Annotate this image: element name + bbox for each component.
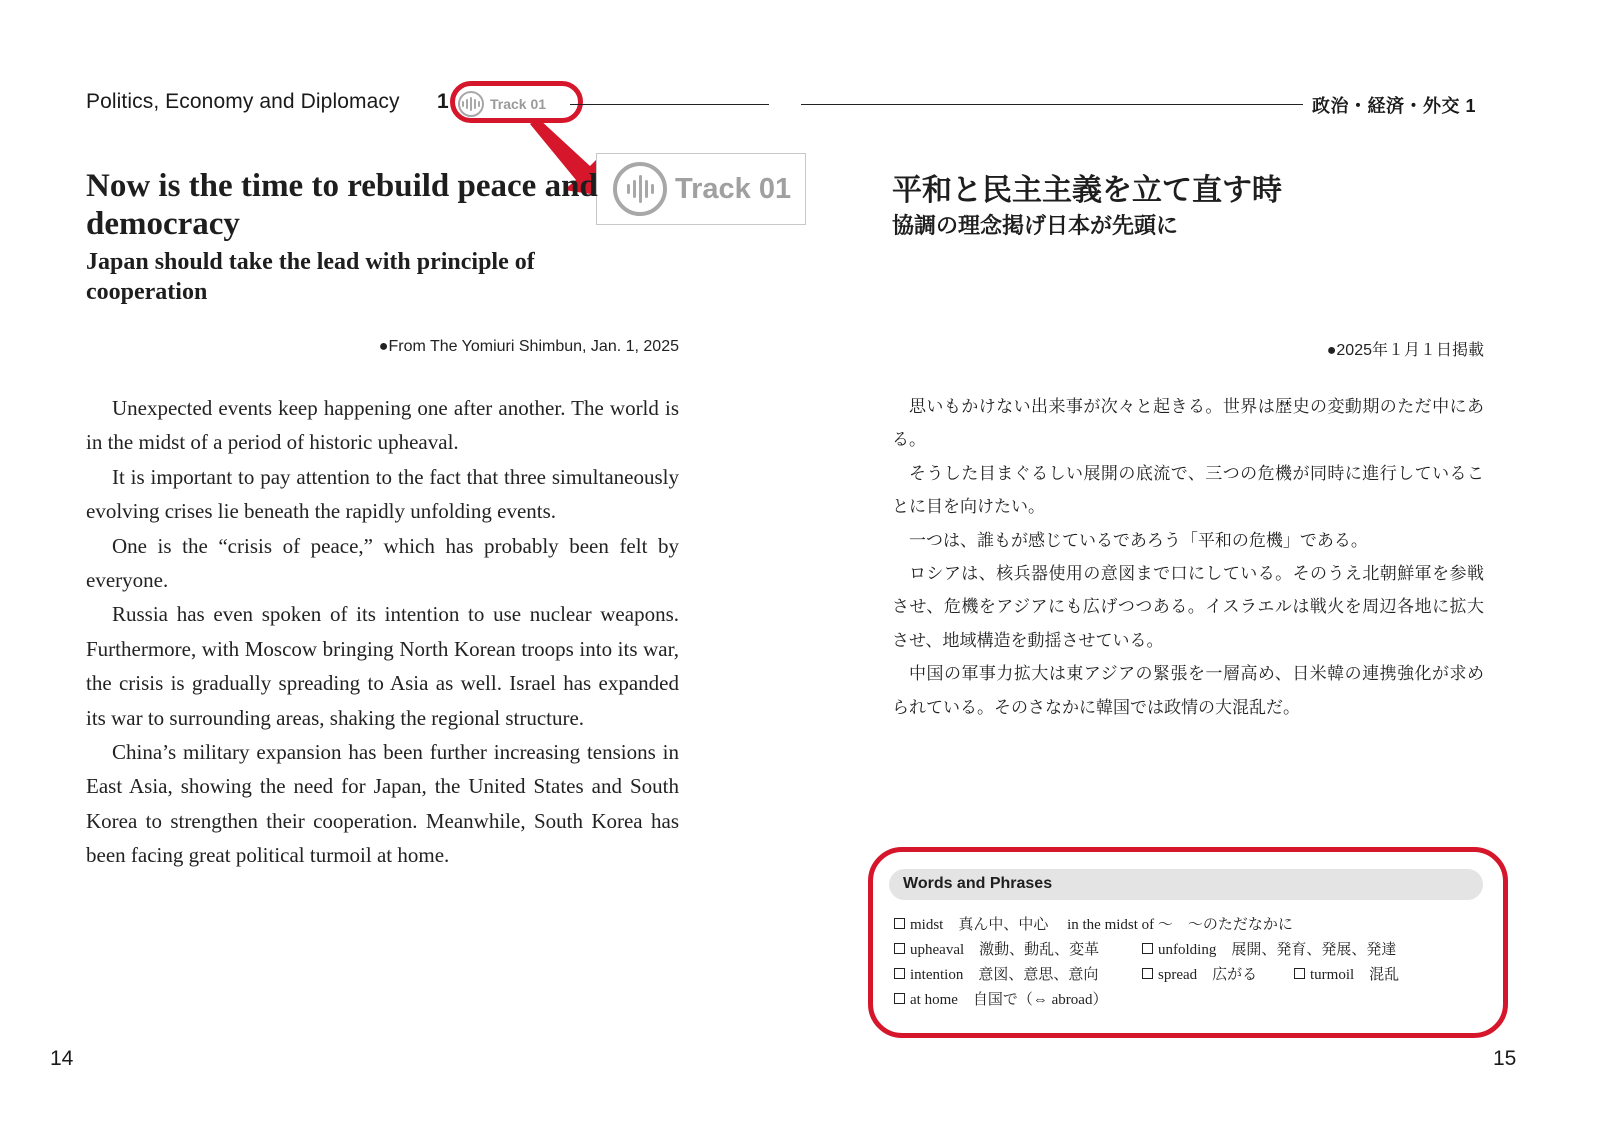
- vocab-item: upheaval 激動、動乱、変革: [894, 938, 1099, 959]
- vocab-item: intention 意図、意思、意向: [894, 963, 1098, 984]
- article-subtitle-jp: 協調の理念掲げ日本が先頭に: [892, 213, 1179, 238]
- article-title: Now is the time to rebuild peace and democracy: [86, 168, 598, 242]
- checkbox-icon[interactable]: [1294, 968, 1305, 979]
- paragraph: そうした目まぐるしい展開の底流で、三つの危機が同時に進行していることに目を向けたい。: [892, 463, 1484, 517]
- track-badge-label: Track 01: [490, 96, 547, 112]
- paragraph: Unexpected events keep happening one after another. The world is in the midst of a period of historic upheaval.: [86, 396, 679, 455]
- paragraph: 一つは、誰もが感じているであろう「平和の危機」である。: [909, 530, 1368, 550]
- track-callout-label: Track 01: [675, 172, 792, 205]
- checkbox-icon[interactable]: [894, 968, 905, 979]
- checkbox-icon[interactable]: [894, 918, 905, 929]
- header-rule: [570, 104, 769, 105]
- audio-track-icon: [613, 162, 667, 216]
- checkbox-icon[interactable]: [1142, 968, 1153, 979]
- track-callout: [596, 153, 806, 225]
- checkbox-icon[interactable]: [894, 943, 905, 954]
- article-subtitle: Japan should take the lead with principle of cooperation: [86, 249, 535, 305]
- vocab-item: at home 自国で（⇔ abroad）: [894, 988, 1107, 1009]
- checkbox-icon[interactable]: [1142, 943, 1153, 954]
- vocab-item: spread 広がる: [1142, 963, 1257, 984]
- paragraph: China’s military expansion has been further increasing tensions in East Asia, showing the need for Japan, the United States and South Korea to strengthen their cooperation. Meanwhile, South Korea has been facing great political turmoil at home.: [86, 740, 679, 868]
- paragraph: ロシアは、核兵器使用の意図まで口にしている。そのうえ北朝鮮軍を参戦させ、危機をアジアにも広げつつある。イスラエルは戦火を周辺各地に拡大させ、地域構造を動揺させている。: [892, 564, 1484, 650]
- vocab-item: unfolding 展開、発育、発展、発達: [1142, 938, 1396, 959]
- paragraph: Russia has even spoken of its intention to use nuclear weapons. Furthermore, with Moscow bringing North Korean troops into its war, the crisis is gradually spreading to Asia as well. Israel has expanded its war to surrounding areas, shaking the regional structure.: [86, 602, 679, 730]
- vocab-item: midst 真ん中、中心 in the midst of ～ ～のただなかに: [894, 913, 1293, 934]
- page-number: 14: [50, 1047, 74, 1070]
- article-source: ●From The Yomiuri Shimbun, Jan. 1, 2025: [378, 338, 679, 355]
- chapter-header-number: 1: [437, 90, 449, 113]
- article-source-jp: ●2025年１月１日掲載: [1326, 342, 1484, 359]
- track-badge-highlight: [450, 81, 583, 123]
- vocab-item: turmoil 混乱: [1294, 963, 1399, 984]
- page-number: 15: [1493, 1047, 1517, 1070]
- article-body-japanese: [892, 390, 1484, 724]
- article-title-jp: 平和と民主主義を立て直す時: [892, 174, 1282, 207]
- paragraph: 思いもかけない出来事が次々と起きる。世界は歴史の変動期のただ中にある。: [892, 397, 1484, 450]
- paragraph: 中国の軍事力拡大は東アジアの緊張を一層高め、日米韓の連携強化が求められている。そのさなかに韓国では政情の大混乱だ。: [892, 664, 1484, 717]
- header-rule: [801, 104, 1303, 105]
- paragraph: One is the “crisis of peace,” which has probably been felt by everyone.: [86, 533, 679, 593]
- chapter-header-title: Politics, Economy and Diplomacy: [86, 90, 400, 113]
- words-and-phrases-heading: Words and Phrases: [903, 875, 1053, 892]
- article-body-english: [86, 391, 679, 873]
- chapter-header-title-jp: 政治・経済・外交 1: [1312, 96, 1477, 116]
- checkbox-icon[interactable]: [894, 993, 905, 1004]
- paragraph: It is important to pay attention to the fact that three simultaneously evolving crises lie beneath the rapidly unfolding events.: [86, 464, 679, 524]
